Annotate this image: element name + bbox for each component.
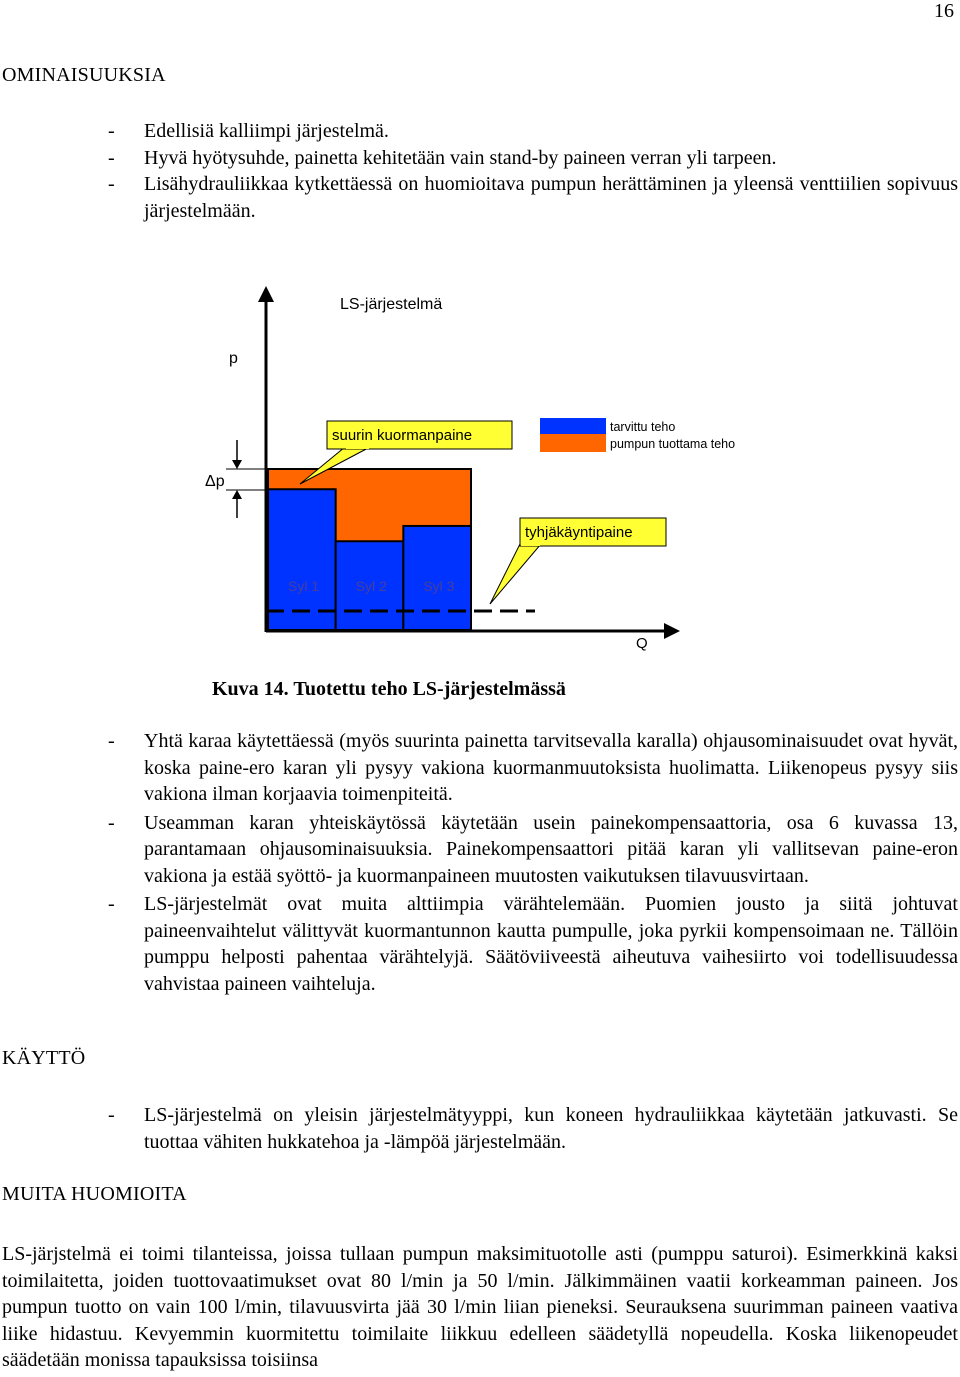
- list-item: - Edellisiä kalliimpi järjestelmä.: [108, 120, 389, 142]
- legend-swatch-produced: [540, 434, 606, 452]
- bar-label: Syl 3: [423, 578, 455, 594]
- bullet-text: Useamman karan yhteiskäytössä käytetään usein painekompensaattoria, osa 6 kuvassa 13, parantamaan ohjausominaisuuksia. Painekompensaattori pitää karan yli vallitsevan paine-eron vakiona ja estää syöttö- ja kuormanpaineen muutosten vaikutuksen tilavuusvirtaan.: [144, 811, 958, 887]
- legend-label-required: tarvittu teho: [610, 420, 676, 434]
- bullet-text: Edellisiä kalliimpi järjestelmä.: [144, 120, 389, 142]
- list-item: - Lisähydrauliikkaa kytkettäessä on huomioitava pumpun herättäminen ja yleensä venttiilien sopivuus järjestelmään.: [108, 173, 958, 222]
- list-item: - Hyvä hyötysuhde, painetta kehitetään vain stand-by paineen verran yli tarpeen.: [108, 146, 777, 169]
- y-axis-label: p: [229, 350, 238, 367]
- delta-p-up-arrow: [232, 490, 242, 499]
- list-item: - Useamman karan yhteiskäytössä käytetään usein painekompensaattoria, osa 6 kuvassa 13, parantamaan ohjausominaisuuksia. Painekompensaattori pitää karan yli vallitsevan paine-eron vakiona ja estää syöttö- ja kuormanpaineen muutosten vaikutuksen tilavuusvirtaan.: [108, 811, 958, 887]
- bullet-text: LS-järjestelmä on yleisin järjestelmätyyppi, kun koneen hydrauliikkaa käytetään jatkuvasti. Se tuottaa vähiten hukkatehoa ja -lämpöä järjestelmään.: [144, 1104, 958, 1153]
- page-number: 16: [934, 0, 954, 22]
- delta-p-down-arrow: [232, 460, 242, 469]
- legend-label-produced: pumpun tuottama teho: [610, 437, 736, 451]
- bullet-text: Yhtä karaa käytettäessä (myös suurinta painetta tarvitsevalla karalla) ohjausominaisuudet ovat hyvät, koska paine-ero karan yli pysyy vakiona kuormanmuutoksista huolimatta. Liikenopeus pysyy siis vakiona ilman korjaavia toimenpiteitä.: [144, 730, 958, 805]
- heading-ominaisuuksia: OMINAISUUKSIA: [2, 64, 166, 86]
- muita-huomioita-paragraph: LS-järjstelmä ei toimi tilanteissa, joissa tullaan pumpun maksimituotolle asti (pumppu saturoi). Esimerkkinä kaksi toimilaitetta, joiden tuottovaatimukset ovat 80 l/min ja 50 l/min. Jälkimmäinen vaatii korkeamman paineen. Jos pumpun tuotto on vain 100 l/min, tilavuusvirta jää 30 l/min liian pieneksi. Seurauksena suurimman paineen vaativa liike hidastuu. Kevyemmin kuormitettu toimilaite liikkuu edelleen säädetyllä nopeudella. Koska liikenopeudet säädetään monissa tapauksissa toisiinsa: [2, 1243, 958, 1372]
- bullet-text: Hyvä hyötysuhde, painetta kehitetään vain stand-by paineen verran yli tarpeen.: [144, 146, 777, 169]
- list-item: - Yhtä karaa käytettäessä (myös suurinta painetta tarvitsevalla karalla) ohjausominaisuudet ovat hyvät, koska paine-ero karan yli pysyy vakiona kuormanmuutoksista huolimatta. Liikenopeus pysyy siis vakiona ilman korjaavia toimenpiteitä.: [108, 730, 958, 805]
- callout-idle-pressure-text: tyhjäkäyntipaine: [525, 524, 633, 541]
- list-item: - LS-järjestelmät ovat muita alttiimpia värähtelemään. Puomien jousto ja siitä johtuvat paineenvaihtelut välittyvät kuormantunnon kautta pumpulle, joka pyrkii kompensoimaan ne. Tällöin pumppu helposti pahentaa värähtelyjä. Säätöviiveestä aiheutuva vaihesiirto voi todellisuudessa vahvistaa paineen vaihteluja.: [108, 893, 958, 995]
- callout-idle-pressure-pointer: [490, 544, 541, 604]
- y-axis-arrow: [258, 286, 274, 302]
- after-figure-bullet-list: [108, 728, 958, 997]
- figure-caption: Kuva 14. Tuotettu teho LS-järjestelmässä: [212, 678, 566, 700]
- bullet-text: LS-järjestelmät ovat muita alttiimpia värähtelemään. Puomien jousto ja siitä johtuvat paineenvaihtelut välittyvät kuormantunnon kautta pumpulle, joka pyrkii kompensoimaan ne. Tällöin pumppu helposti pahentaa värähtelyjä. Säätöviiveestä aiheutuva vaihesiirto voi todellisuudessa vahvistaa paineen vaihteluja.: [144, 893, 958, 995]
- bar-label: Syl 1: [288, 578, 320, 594]
- heading-muita-huomioita: MUITA HUOMIOITA: [2, 1183, 187, 1205]
- x-axis-arrow: [664, 623, 680, 639]
- bullet-text: Lisähydrauliikkaa kytkettäessä on huomioitava pumpun herättäminen ja yleensä venttiilien sopivuus järjestelmään.: [144, 173, 958, 222]
- bar-label: Syl 2: [355, 578, 387, 594]
- callout-max-pressure-text: suurin kuormanpaine: [332, 427, 473, 444]
- heading-kaytto: KÄYTTÖ: [2, 1047, 86, 1069]
- callout-max-pressure-joint: [346, 446, 369, 449]
- kaytto-bullet-list: [108, 1102, 958, 1155]
- list-item: - LS-järjestelmä on yleisin järjestelmätyyppi, kun koneen hydrauliikkaa käytetään jatkuvasti. Se tuottaa vähiten hukkatehoa ja -lämpöä järjestelmään.: [108, 1104, 958, 1153]
- delta-p-label: Δp: [205, 473, 225, 490]
- callout-idle-pressure-joint: [521, 543, 540, 546]
- required-power-bar: [268, 489, 336, 630]
- legend-swatch-required: [540, 418, 606, 434]
- x-axis-label: Q: [636, 635, 648, 652]
- figure-title: LS-järjestelmä: [340, 296, 443, 313]
- ls-system-figure: [0, 0, 960, 680]
